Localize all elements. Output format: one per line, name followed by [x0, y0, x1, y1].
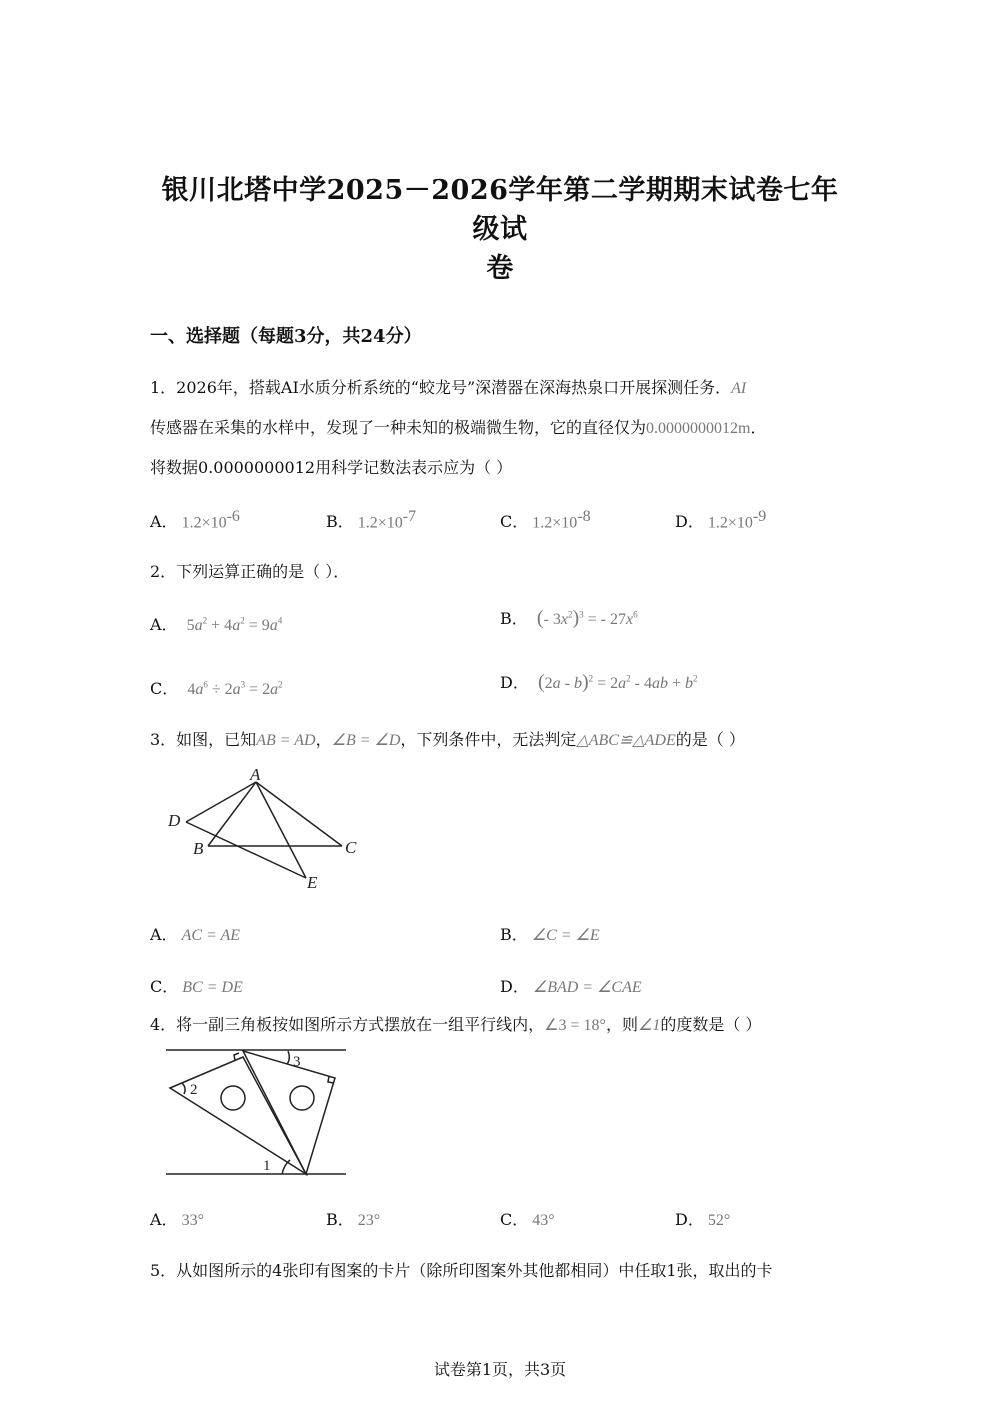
q4-option-a[interactable]: A． 33°: [150, 1210, 204, 1229]
q3-label-d: D: [168, 811, 181, 830]
q4-angle-arc-3: [287, 1051, 289, 1064]
q3-segment-ae: [256, 782, 306, 878]
q3-segment-ad: [186, 782, 256, 822]
q1-text-1: 1．2026年，搭载AI水质分析系统的“蛟龙号”深潜器在深海热泉口开展探测任务．: [150, 378, 732, 397]
q4-angle-arc-2: [182, 1083, 185, 1094]
q3-option-a[interactable]: A． AC = AE: [150, 925, 241, 944]
q5-stem: 5．从如图所示的4张印有图案的卡片（除所印图案外其他都相同）中任取1张，取出的卡: [150, 1261, 773, 1280]
q3-segment-de: [186, 822, 306, 878]
q3-stem: 3．如图，已知AB = AD，∠B = ∠D，下列条件中，无法判定△ABC≌△ADE的是（ ）: [150, 730, 745, 749]
q2-d-expr: $(2a - b)^2 = 2a^2 - 4ab + b^2$: [537, 671, 698, 693]
q4-label-2: 2: [190, 1082, 198, 1098]
q2-option-b[interactable]: B． (- $3x^2)^3$ = - $27x^6$: [500, 607, 638, 629]
q2-stem: 2．下列运算正确的是（ ）．: [150, 562, 350, 581]
q2-a-expr: $5a^2 + 4a^2 = 9a^4$: [186, 615, 283, 634]
q1-option-c[interactable]: C． $1.2\times 10^{-8}$: [500, 508, 591, 532]
q4-hole-right: [290, 1086, 314, 1110]
q2-b-expr: (- $3x^2)^3$ = - $27x^6$: [536, 607, 638, 629]
q1-line2: [150, 418, 766, 439]
q1-math-value: 0.0000000012m: [646, 420, 751, 437]
q1-text-2: 传感器在采集的水样中，发现了一种未知的极端微生物，它的直径仅为: [150, 418, 647, 437]
q2-c-expr: $4a^6 \div 2a^3 = 2a^2$: [187, 679, 283, 698]
q3-segment-ac: [256, 782, 342, 846]
q3-option-d[interactable]: D． ∠BAD = ∠CAE: [500, 977, 642, 996]
q3-label-a: A: [250, 765, 261, 784]
q4-triangle-right: [243, 1051, 335, 1174]
q1-math-ai: AI: [731, 380, 747, 397]
q4-label-3: 3: [293, 1054, 301, 1070]
exam-title-line1: 银川北塔中学2025－2026学年第二学期期末试卷七年级试: [161, 175, 839, 245]
exam-title-line2: 卷: [486, 253, 514, 284]
q1-option-a[interactable]: A． $1.2\times 10^{-6}$: [150, 508, 240, 532]
q4-option-b[interactable]: B． 23°: [326, 1210, 381, 1229]
q3-label-e: E: [307, 873, 318, 892]
q4-stem: 4．将一副三角板按如图所示方式摆放在一组平行线内，∠3 = 18°，则∠1的度数是（ ）: [150, 1015, 762, 1034]
section-heading: 一、选择题（每题3分，共24分）: [150, 326, 422, 347]
q2-option-c[interactable]: C． $4a^6 \div 2a^3 = 2a^2$: [150, 679, 283, 698]
q4-set-square-figure: [160, 1044, 350, 1179]
q1-option-d[interactable]: D． $1.2\times 10^{-9}$: [675, 508, 767, 532]
q1-line1: [150, 378, 746, 399]
q4-option-d[interactable]: D． 52°: [675, 1210, 731, 1229]
q4-triangle-left: [170, 1057, 306, 1174]
q3-option-b[interactable]: B． ∠C = ∠E: [500, 925, 600, 944]
q1-option-b[interactable]: B． $1.2\times 10^{-7}$: [326, 508, 417, 532]
q2-option-a[interactable]: A． $5a^2 + 4a^2 = 9a^4$: [150, 615, 283, 634]
q1-text-2-end: ．: [750, 418, 767, 437]
q2-option-d[interactable]: D． $(2a - b)^2 = 2a^2 - 4ab + b^2$: [500, 671, 698, 693]
q3-label-b: B: [193, 839, 204, 858]
q4-option-c[interactable]: C． 43°: [500, 1210, 555, 1229]
q3-option-c[interactable]: C． BC = DE: [150, 977, 243, 996]
q4-label-1: 1: [263, 1158, 271, 1174]
q3-triangle-figure: [160, 760, 370, 895]
q1-line3: 将数据0.0000000012用科学记数法表示应为（ ）: [150, 458, 513, 477]
q3-label-c: C: [345, 838, 357, 857]
q4-hole-left: [221, 1086, 245, 1110]
q3-segment-ab: [208, 782, 256, 846]
page-footer: 试卷第1页，共3页: [433, 1360, 567, 1379]
